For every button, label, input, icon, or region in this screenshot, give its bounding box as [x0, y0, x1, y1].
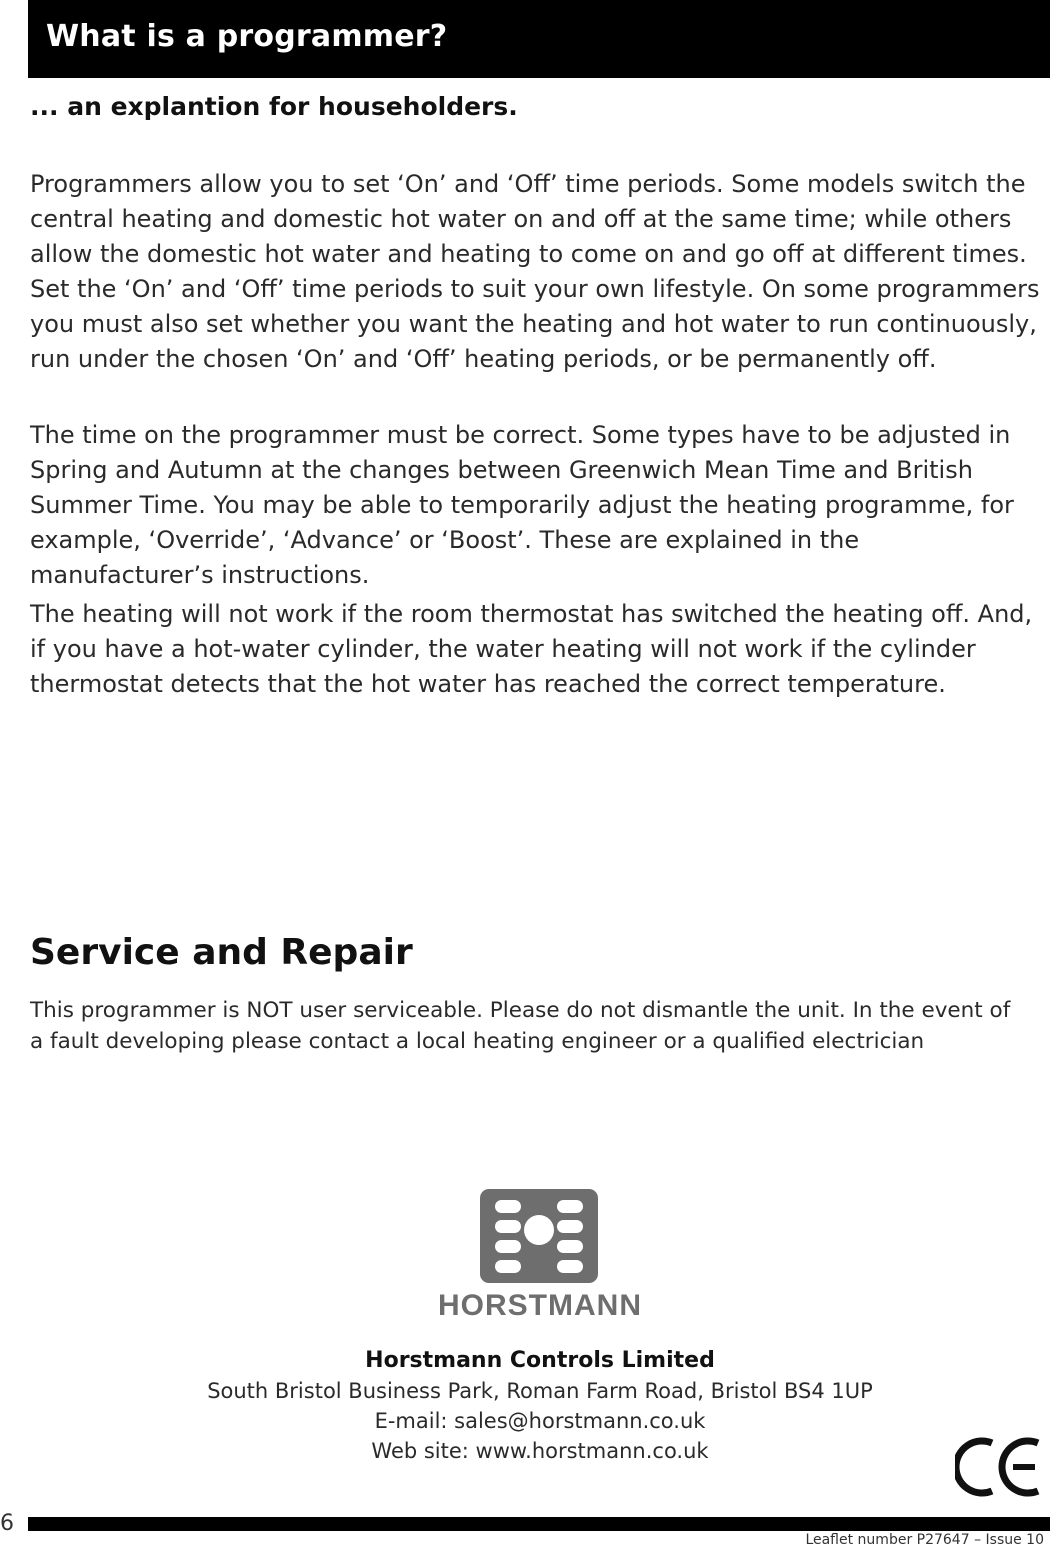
- ce-mark-icon: [955, 1432, 1045, 1502]
- company-website: Web site: www.horstmann.co.uk: [371, 1439, 709, 1463]
- horstmann-logo: [405, 1185, 675, 1325]
- page-title: What is a programmer?: [46, 19, 448, 54]
- company-address: South Bristol Business Park, Roman Farm Road, Bristol BS4 1UP: [207, 1379, 873, 1403]
- intro-paragraph-2: The time on the programmer must be correct. Some types have to be adjusted in Spring and Autumn at the changes between Greenwich Mean Time and British Summer Time. You may be able to temporarily adjust the heating programme, for example, ‘Override’, ‘Advance’ or ‘Boost’. These are explained in the manufacturer’s instructions.: [30, 421, 1014, 589]
- intro-paragraph-3: The heating will not work if the room thermostat has switched the heating off. And, if you have a hot-water cylinder, the water heating will not work if the cylinder thermostat detects that the hot water has reached the correct temperature.: [30, 600, 1033, 698]
- leaflet-number: Leaflet number P27647 – Issue 10: [805, 1532, 1044, 1548]
- company-name: Horstmann Controls Limited: [365, 1348, 715, 1373]
- logo-wordmark: HORSTMANN: [438, 1289, 642, 1322]
- intro-subtitle: ... an explantion for householders.: [30, 92, 518, 121]
- intro-paragraph-1: Programmers allow you to set ‘On’ and ‘Off’ time periods. Some models switch the central heating and domestic hot water on and off at the same time; while others allow the domestic hot water and heating to come on and go off at different times. Set the ‘On’ and ‘Off’ time periods to suit your own lifestyle. On some programmers you must also set whether you want the heating and hot water to run continuously, run under the chosen ‘On’ and ‘Off’ heating periods, or be permanently off.: [30, 170, 1040, 373]
- service-heading: Service and Repair: [30, 932, 413, 973]
- header-bar: [28, 0, 1050, 78]
- page-number: 6: [0, 1511, 14, 1536]
- company-details: [140, 1345, 940, 1466]
- service-text: This programmer is NOT user serviceable. Please do not dismantle the unit. In the event of a fault developing please contact a local heating engineer or a qualified electrician: [30, 998, 1011, 1054]
- company-email: E-mail: sales@horstmann.co.uk: [374, 1409, 706, 1433]
- footer-bar: [28, 1517, 1050, 1531]
